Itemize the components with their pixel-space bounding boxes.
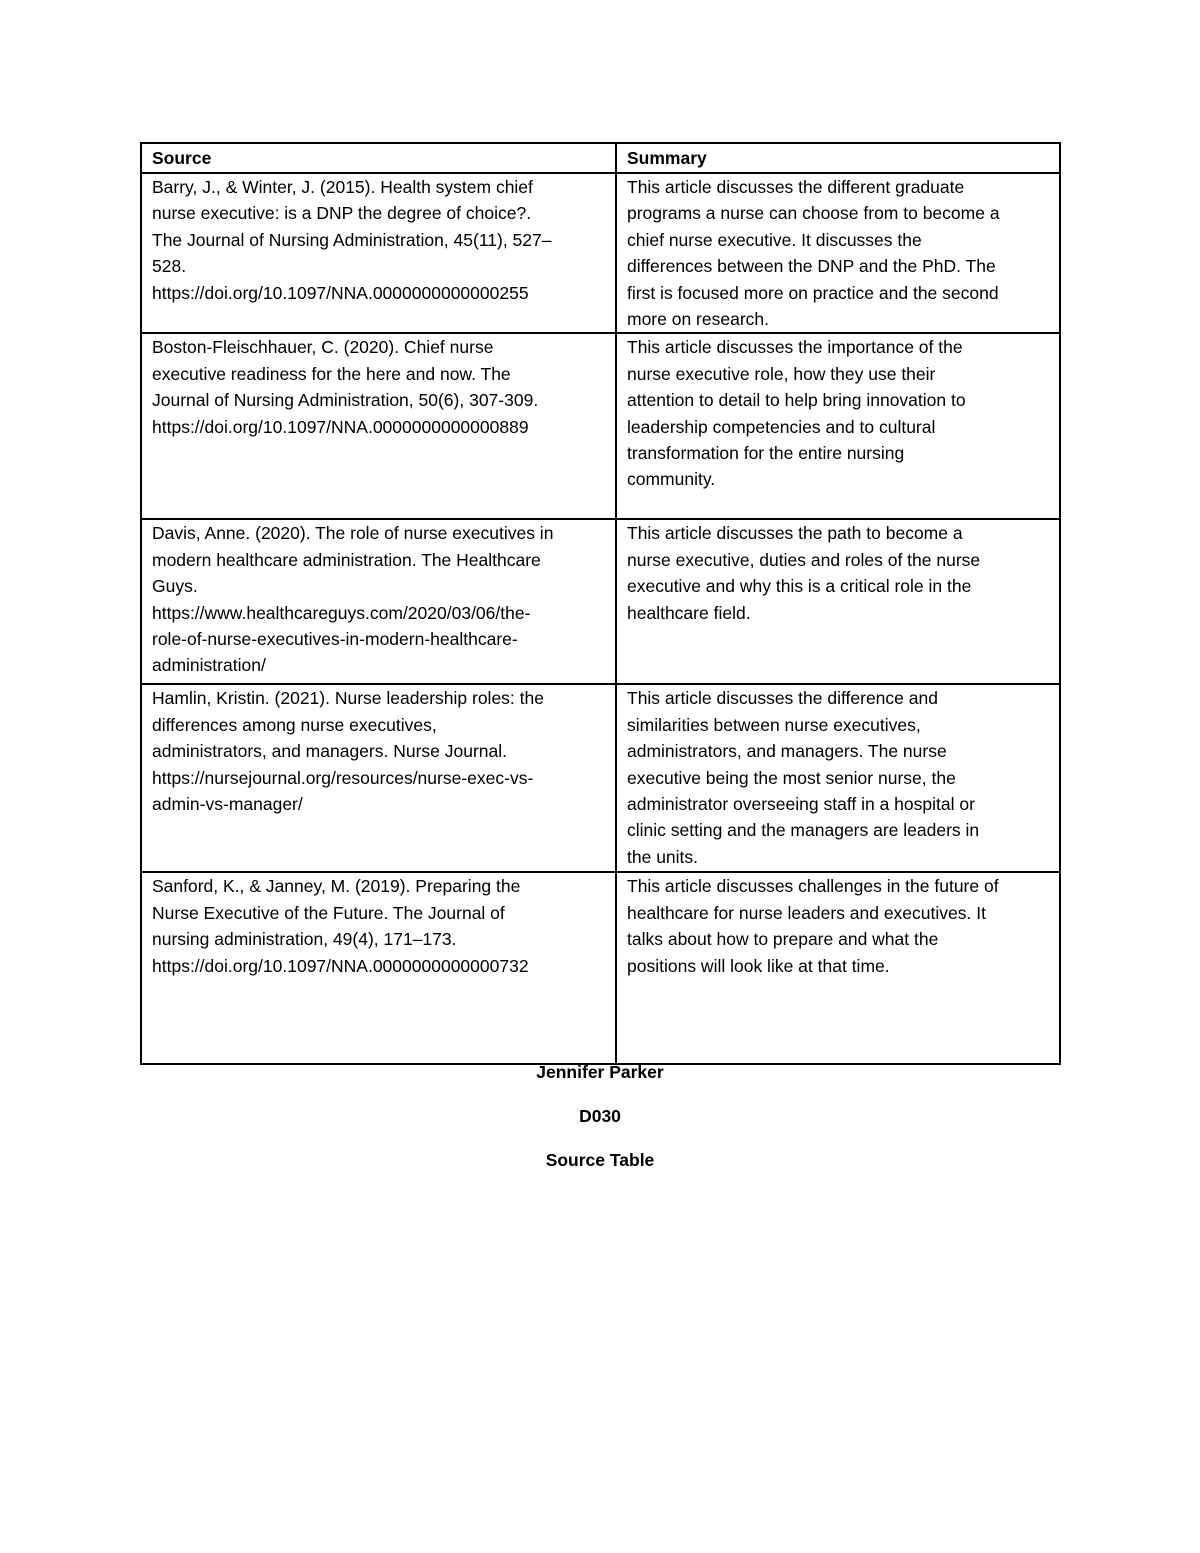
summary-cell — [616, 684, 1060, 872]
summary-line: This article discusses the difference and — [627, 688, 938, 709]
source-line: Nurse Executive of the Future. The Journal of — [152, 902, 505, 923]
source-line: Guys. — [152, 576, 198, 597]
summary-line: transformation for the entire nursing — [627, 443, 905, 464]
summary-cell — [616, 173, 1060, 333]
source-doi-link[interactable]: https://doi.org/10.1097/NNA.0000000000000889 — [152, 416, 529, 437]
source-line: nursing administration, 49(4), 171–173. — [152, 929, 457, 950]
header-source: Source — [141, 143, 616, 173]
summary-line: talks about how to prepare and what the — [627, 929, 939, 950]
summary-line: positions will look like at that time. — [627, 955, 890, 976]
course-code: D030 — [579, 1106, 621, 1126]
summary-line: the units. — [627, 846, 699, 867]
summary-cell — [616, 333, 1060, 519]
source-line: Barry, J., & Winter, J. (2015). Health system chief — [152, 177, 533, 197]
summary-line: This article discusses the importance of the — [627, 337, 963, 358]
source-line: Journal of Nursing Administration, 50(6), 307-309. — [152, 390, 539, 411]
summary-line: executive and why this is a critical role in the — [627, 576, 972, 597]
summary-line: healthcare for nurse leaders and executives. It — [627, 902, 986, 923]
summary-line: administrator overseeing staff in a hospital or — [627, 794, 975, 815]
summary-line: chief nurse executive. It discusses the — [627, 229, 922, 250]
author-name: Jennifer Parker — [536, 1062, 664, 1082]
summary-line: more on research. — [627, 309, 770, 330]
summary-line: nurse executive role, how they use their — [627, 363, 936, 384]
source-cell — [141, 684, 616, 872]
source-url-link[interactable]: role-of-nurse-executives-in-modern-healthcare- — [152, 629, 518, 650]
summary-line: nurse executive, duties and roles of the nurse — [627, 549, 981, 570]
table-row — [141, 173, 1060, 333]
source-cell — [141, 173, 616, 333]
source-url-link[interactable]: https://www.healthcareguys.com/2020/03/06/the- — [152, 602, 531, 623]
summary-line: leadership competencies and to cultural — [627, 416, 936, 437]
summary-line: attention to detail to help bring innovation to — [627, 390, 966, 411]
table-header-row — [141, 143, 1060, 173]
summary-line: community. — [627, 469, 716, 490]
source-line: differences among nurse executives, — [152, 714, 437, 735]
summary-line: differences between the DNP and the PhD. The — [627, 256, 996, 277]
summary-line: administrators, and managers. The nurse — [627, 741, 947, 762]
source-line: Davis, Anne. (2020). The role of nurse executives in — [152, 523, 554, 544]
source-line: The Journal of Nursing Administration, 45(11), 527– — [152, 229, 552, 250]
table-row — [141, 333, 1060, 519]
summary-line: This article discusses the path to become a — [627, 523, 963, 544]
summary-line: clinic setting and the managers are leaders in — [627, 820, 980, 841]
source-cell — [141, 333, 616, 519]
summary-line: first is focused more on practice and the second — [627, 282, 999, 303]
document-title: Source Table — [545, 1150, 655, 1170]
source-url-link[interactable]: https://nursejournal.org/resources/nurse-exec-vs- — [152, 767, 534, 788]
source-line: Sanford, K., & Janney, M. (2019). Preparing the — [152, 876, 521, 897]
summary-line: This article discusses challenges in the future of — [627, 876, 999, 897]
table-row — [141, 684, 1060, 872]
summary-line: executive being the most senior nurse, the — [627, 767, 956, 788]
source-url-link[interactable]: administration/ — [152, 655, 266, 676]
source-line: nurse executive: is a DNP the degree of choice?. — [152, 203, 532, 224]
summary-line: similarities between nurse executives, — [627, 714, 921, 735]
header-summary: Summary — [616, 143, 1060, 173]
source-line: Hamlin, Kristin. (2021). Nurse leadership roles: the — [152, 688, 544, 709]
source-table — [140, 142, 1061, 1065]
source-doi-link[interactable]: https://doi.org/10.1097/NNA.0000000000000255 — [152, 282, 529, 303]
source-line: 528. — [152, 256, 187, 277]
source-line: Boston-Fleischhauer, C. (2020). Chief nurse — [152, 337, 494, 358]
source-cell — [141, 519, 616, 684]
summary-cell — [616, 872, 1060, 1064]
source-line: executive readiness for the here and now. The — [152, 363, 511, 384]
source-line: modern healthcare administration. The Healthcare — [152, 549, 541, 570]
summary-line: healthcare field. — [627, 602, 751, 623]
summary-line: programs a nurse can choose from to become a — [627, 203, 1000, 224]
source-doi-link[interactable]: https://doi.org/10.1097/NNA.0000000000000732 — [152, 955, 529, 976]
source-url-link[interactable]: admin-vs-manager/ — [152, 794, 303, 815]
summary-line: This article discusses the different graduate — [627, 177, 965, 197]
source-cell — [141, 872, 616, 1064]
table-row — [141, 872, 1060, 1064]
source-line: administrators, and managers. Nurse Journal. — [152, 741, 508, 762]
table-row — [141, 519, 1060, 684]
summary-cell — [616, 519, 1060, 684]
